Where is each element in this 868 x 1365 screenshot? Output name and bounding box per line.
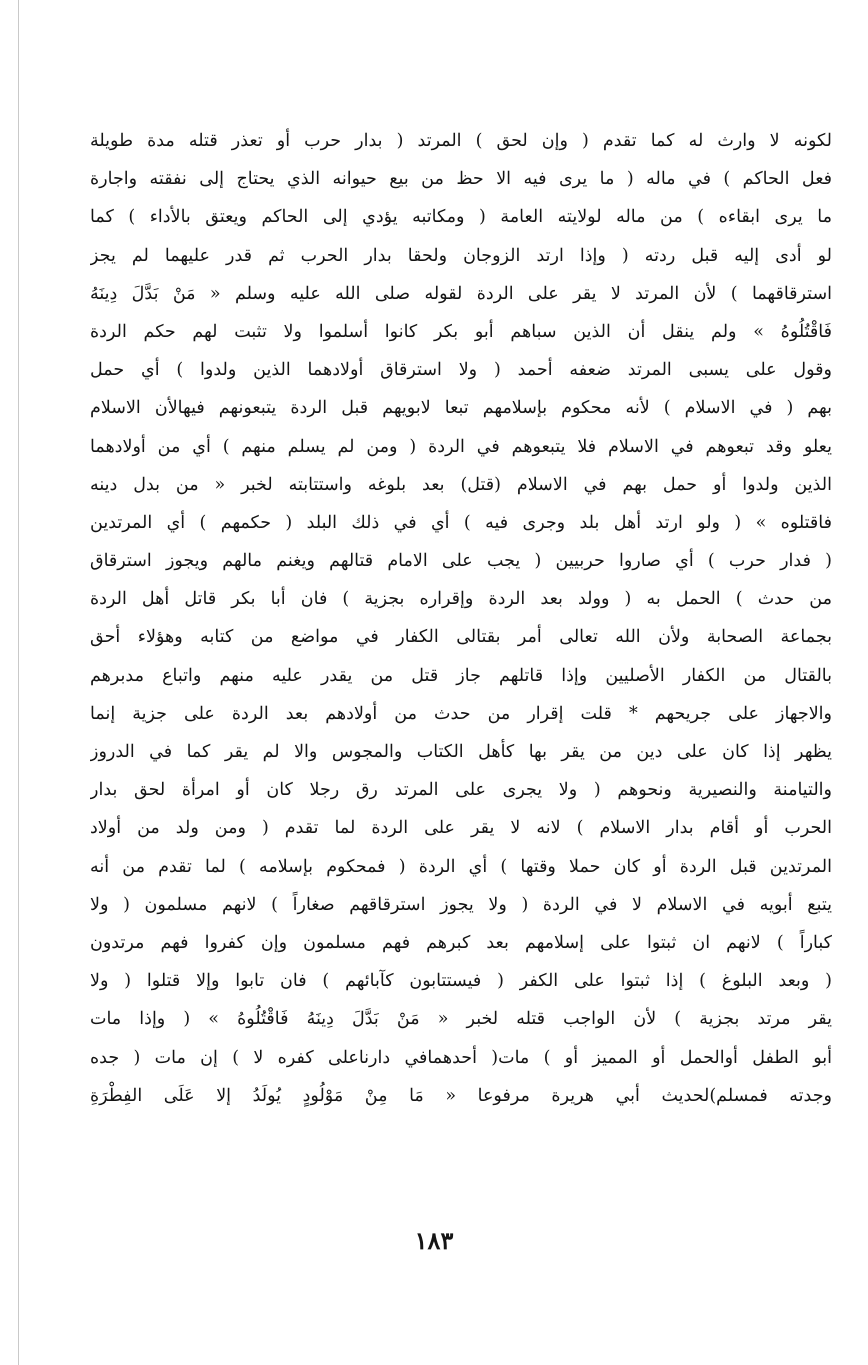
text-line: وقول على يسبى المرتد ضعفه أحمد ( ولا استرقاق أولادهما الذين ولدوا ) أي حمل <box>90 360 832 381</box>
text-line: يتبع أبويه في الاسلام لا في الردة ( ولا يجوز استرقاقهم صغاراً ) لانهم مسلمون ( ولا <box>90 894 832 915</box>
left-margin-rule <box>18 0 19 1365</box>
text-line: بجماعة الصحابة ولأن الله تعالى أمر بقتالى الكفار في مواضع من كتابه وهؤلاء أحق <box>90 627 832 648</box>
text-line: الذين ولدوا أو حمل بهم في الاسلام (قتل) بعد بلوغه واستتابته لخبر « من بدل دينه <box>90 474 832 495</box>
text-line: وجدته فمسلم)لحديث أبي هريرة مرفوعا « مَا مِنْ مَوْلُودٍ يُولَدُ إلا عَلَى الفِطْرَةِ <box>90 1085 832 1106</box>
text-line: المرتدين قبل الردة أو كان حملا وقتها ) أي الردة ( فمحكوم بإسلامه ) لما تقدم من أنه <box>90 856 832 877</box>
text-line: فَاقْتُلُوهُ » ولم ينقل أن الذين سباهم أبو بكر كانوا أسلموا ولا تثبت لهم حكم الردة <box>90 321 832 342</box>
text-line: يعلو وقد تبعوهم في الاسلام فلا يتبعوهم في الردة ( ومن لم يسلم منهم ) أي من أولادهما <box>90 436 832 457</box>
text-line: لو أدى إليه قبل ردته ( وإذا ارتد الزوجان ولحقا بدار الحرب ثم قدر عليهما لم يجز <box>90 245 832 266</box>
text-line: يظهر إذا كان على دين من يقر بها كأهل الكتاب والمجوس والا لم يقر كما في الدروز <box>90 742 832 762</box>
page-number: ١٨٣ <box>414 1226 454 1255</box>
text-line: أبو الطفل أوالحمل أو المميز أو ) مات( أحدهمافي دارناعلى كفره لا ) إن مات ( جده <box>90 1047 832 1068</box>
text-line: والاجهاز على جريحهم * قلت إقرار من حدث من أولادهم بعد الردة على جزية إنما <box>90 703 832 724</box>
text-line: الحرب أو أقام بدار الاسلام ) لانه لا يقر على الردة لما تقدم ( ومن ولد من أولاد <box>90 818 832 839</box>
text-line: يقر مرتد بجزية ) لأن الواجب قتله لخبر « مَنْ بَدَّلَ دِينَهُ فَاقْتُلُوهُ » ( وإذا مات <box>90 1009 832 1030</box>
text-line: والتيامنة والنصيرية ونحوهم ( ولا يجرى على المرتد رق رجلا كان أو امرأة لحق بدار <box>90 780 832 801</box>
text-line: ( فدار حرب ) أي صاروا حربيين ( يجب على الامام قتالهم ويغنم مالهم ويجوز استرقاق <box>90 551 832 572</box>
text-line: لكونه لا وارث له كما تقدم ( وإن لحق ) المرتد ( بدار حرب أو تعذر قتله مدة طويلة <box>90 131 832 151</box>
text-line: بهم ( في الاسلام ) لأنه محكوم بإسلامهم تبعا لابويهم قبل الردة يتبعونهم فيهالأن الاسلام <box>90 398 832 419</box>
text-line: من حدث ) الحمل به ( وولد بعد الردة وإقراره بجزية ) فان أبا بكر قاتل أهل الردة <box>90 589 832 610</box>
text-line: فعل الحاكم ) في ماله ( ما يرى فيه الا حظ من بيع حيوانه الذي يحتاج إلى نفقته واجارة <box>90 169 832 190</box>
text-line: استرقاقهما ) لأن المرتد لا يقر على الردة لقوله صلى الله عليه وسلم « مَنْ بَدَّلَ دِينَهُ <box>90 283 832 304</box>
text-line: ما يرى ابقاءه ) من ماله لولايته العامة ( ومكاتبه يؤدي إلى الحاكم ويعتق بالأداء ) كما <box>90 207 832 228</box>
text-line: بالقتال من الكفار الأصليين وإذا قاتلهم جاز قتل من يقدر عليه منهم واتباع مدبرهم <box>90 665 832 686</box>
text-line: ( وبعد البلوغ ) إذا ثبتوا على الكفر ( فيستتابون كآبائهم ) فان تابوا وإلا قتلوا ( ولا <box>90 971 832 992</box>
text-line: كباراً ) لانهم ان ثبتوا على إسلامهم بعد كبرهم فهم مسلمون وإن كفروا فهم مرتدون <box>90 932 832 953</box>
text-line: فاقتلوه » ( ولو ارتد أهل بلد وجرى فيه ) أي في ذلك البلد ( حكمهم ) أي المرتدين <box>90 512 832 533</box>
body-text <box>90 122 832 1115</box>
